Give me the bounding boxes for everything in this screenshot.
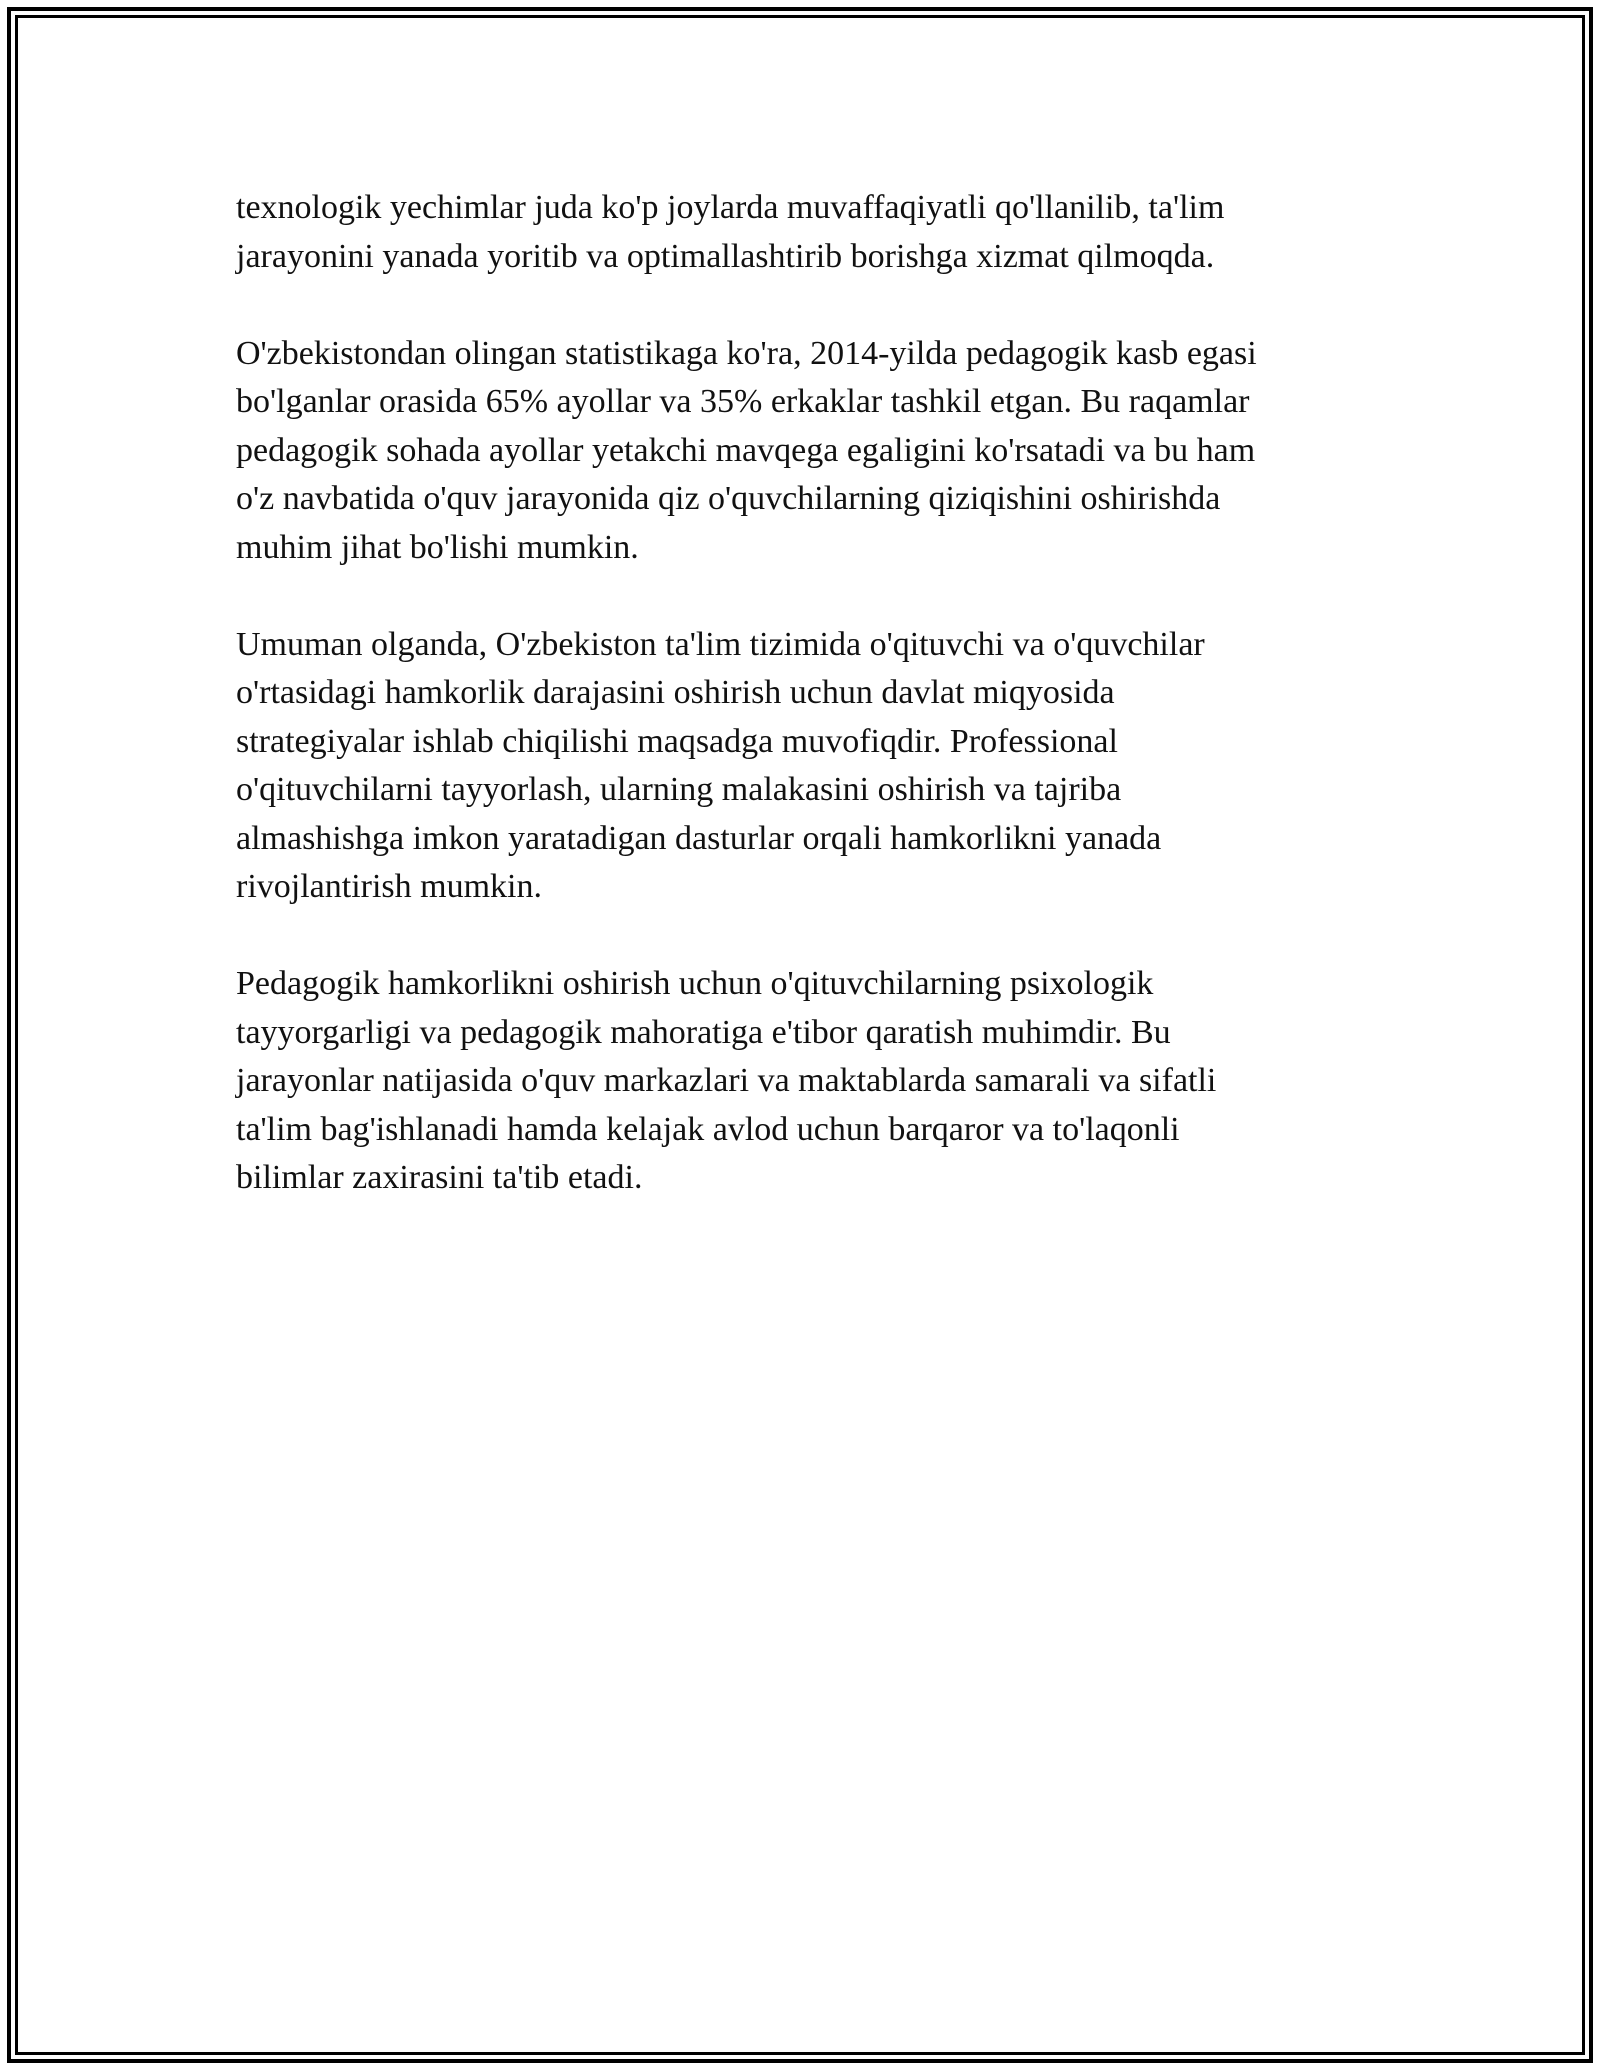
text-line: strategiyalar ishlab chiqilishi maqsadga muvofiqdir. Professional	[236, 722, 1118, 760]
text-line: almashishga imkon yaratadigan dasturlar orqali hamkorlikni yanada	[236, 819, 1162, 857]
paragraph-summary	[236, 621, 1366, 912]
text-line: Pedagogik hamkorlikni oshirish uchun o'qituvchilarning psixologik	[236, 965, 1154, 1002]
text-line: o'qituvchilarni tayyorlash, ularning malakasini oshirish va tajriba	[236, 771, 1122, 808]
text-line: Umuman olganda, O'zbekiston ta'lim tizimida o'qituvchi va o'quvchilar	[236, 625, 1205, 663]
text-line: o'z navbatida o'quv jarayonida qiz o'quvchilarning qiziqishini oshirishda	[236, 480, 1221, 517]
text-line: pedagogik sohada ayollar yetakchi mavqega egaligini ko'rsatadi va bu ham	[236, 431, 1256, 469]
paragraph-statistics	[236, 330, 1366, 573]
text-line: jarayonini yanada yoritib va optimallashtirib borishga xizmat qilmoqda.	[236, 237, 1215, 275]
paragraph-technology	[236, 184, 1366, 281]
text-line: bo'lganlar orasida 65% ayollar va 35% erkaklar tashkil etgan. Bu raqamlar	[236, 383, 1250, 420]
text-line: tayyorgarligi va pedagogik mahoratiga e'tibor qaratish muhimdir. Bu	[236, 1013, 1171, 1051]
paragraph-cooperation	[236, 960, 1366, 1203]
text-line: o'rtasidagi hamkorlik darajasini oshirish uchun davlat miqyosida	[236, 674, 1115, 711]
text-line: jarayonlar natijasida o'quv markazlari va maktablarda samarali va sifatli	[236, 1062, 1217, 1099]
text-line: bilimlar zaxirasini ta'tib etadi.	[236, 1159, 643, 1196]
text-line: rivojlantirish mumkin.	[236, 868, 542, 905]
document-body	[236, 184, 1366, 1251]
text-line: texnologik yechimlar juda ko'p joylarda muvaffaqiyatli qo'llanilib, ta'lim	[236, 189, 1225, 226]
text-line: O'zbekistondan olingan statistikaga ko'ra, 2014-yilda pedagogik kasb egasi	[236, 334, 1257, 372]
text-line: ta'lim bag'ishlanadi hamda kelajak avlod uchun barqaror va to'laqonli	[236, 1110, 1180, 1148]
text-line: muhim jihat bo'lishi mumkin.	[236, 528, 639, 566]
